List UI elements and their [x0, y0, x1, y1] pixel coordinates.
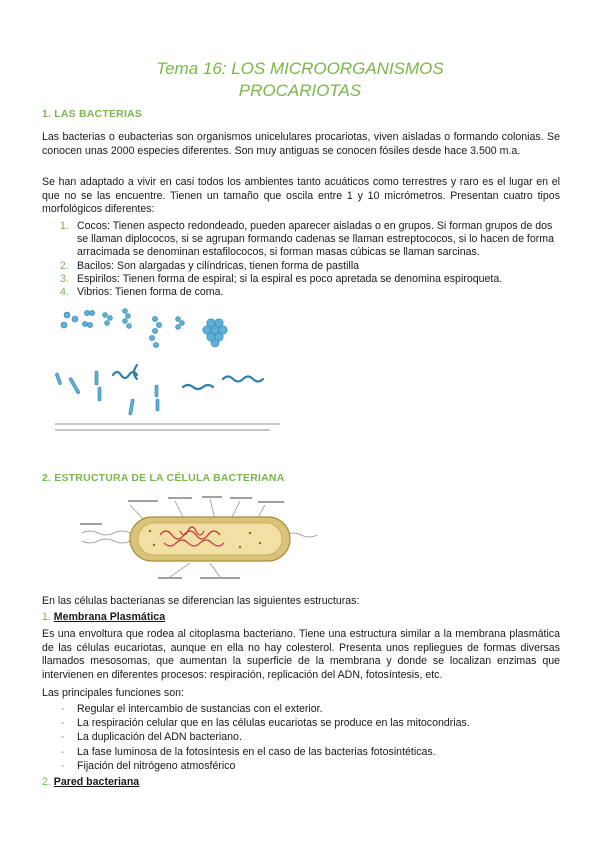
- title-line-2: PROCARIOTAS: [238, 81, 362, 100]
- list-item: - Regular el intercambio de sustancias con el exterior.: [61, 703, 323, 715]
- list-item: 2. Bacilos: Son alargadas y cilíndricas, tienen forma de pastilla: [60, 259, 360, 272]
- wall-heading: 2. Pared bacteriana: [42, 776, 140, 788]
- section-2-heading: 2. ESTRUCTURA DE LA CÉLULA BACTERIANA: [42, 472, 285, 484]
- title-line-1: Tema 16: LOS MICROORGANISMOS: [156, 59, 444, 78]
- functions-intro: Las principales funciones son:: [42, 687, 184, 699]
- page-title: [0, 58, 600, 102]
- morphology-list: [42, 220, 560, 299]
- list-item: - La fase luminosa de la fotosíntesis en el caso de las bacterias fotosintéticas.: [61, 745, 436, 758]
- list-item: - Fijación del nitrógeno atmosférico: [61, 759, 236, 772]
- list-item: - La respiración celular que en las células eucariotas se produce en las mitocondrias.: [61, 717, 470, 730]
- list-item: 1. Cocos: Tienen aspecto redondeado, pueden aparecer aisladas o en grupos. Si forman grupos de dos se llaman diplococos, si se agrupan formando cadenas se llaman estreptococos, si lo hacen de forma arracimada se denominan estafilococos, si forman masas cúbicas se llaman sarcinas.: [60, 220, 554, 259]
- section-1-paragraph-1: Las bacterias o eubacterias son organismos unicelulares procariotas, viven aisladas o formando colonias. Se conocen unas 2000 especies diferentes. Son muy antiguas se conocen fósiles desde hace 3.500 m.a.: [42, 131, 560, 157]
- section-1-heading: 1. LAS BACTERIAS: [42, 108, 143, 120]
- functions-list: [42, 702, 560, 773]
- structures-intro: En las células bacterianas se diferencian las siguientes estructuras:: [42, 595, 360, 607]
- list-item: - La duplicación del ADN bacteriano.: [61, 731, 242, 744]
- membrane-paragraph: Es una envoltura que rodea al citoplasma bacteriano. Tiene una estructura similar a la membrana plasmática de las células eucariotas, aunque en ella no hay colesterol. Presenta unos repliegues de formas diversas llamados mesosomas, que aumentan la superficie de la membrana y donde se localizan enzimas que intervienen en diferentes procesos: respiración, replicación del ADN, fotosíntesis, etc.: [42, 628, 560, 681]
- bacterial-cell-diagram: [80, 495, 320, 580]
- section-1-paragraph-2: Se han adaptado a vivir en casi todos los ambientes tanto acuáticos como terrestres y raro es el lugar en el que no se las encuentre. Tienen un tamaño que oscila entre 1 y 10 micrómetros. Presentan cuatro tipos morfológicos diferentes:: [42, 176, 560, 215]
- membrane-heading: 1. Membrana Plasmática: [42, 611, 166, 623]
- list-item: 4. Vibrios: Tienen forma de coma.: [60, 286, 224, 299]
- list-item: 3. Espirilos: Tienen forma de espiral; si la espiral es poco apretada se denomina espiroqueta.: [60, 272, 503, 285]
- bacteria-morphology-illustration: [55, 305, 290, 435]
